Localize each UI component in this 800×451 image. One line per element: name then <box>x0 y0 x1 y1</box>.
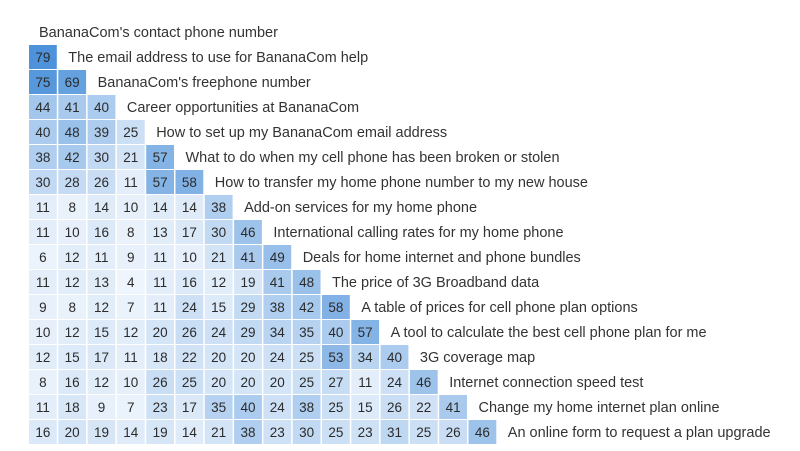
matrix-cell-value-r11-c2: 12 <box>93 300 110 315</box>
matrix-cell-value-r9-c5: 10 <box>181 250 197 265</box>
matrix-cell-value-r14-c4: 26 <box>152 375 168 390</box>
matrix-cell-value-r7-c6: 38 <box>211 200 227 215</box>
matrix-cell-value-r12-c7: 29 <box>240 325 256 340</box>
matrix-cell-value-r8-c1: 10 <box>64 225 80 240</box>
row-label-0: BananaCom's contact phone number <box>39 25 278 41</box>
matrix-cell-value-r7-c4: 14 <box>152 200 168 215</box>
matrix-cell-value-r10-c1: 12 <box>64 275 80 290</box>
matrix-cell-value-r13-c4: 18 <box>152 350 168 365</box>
row-label-16: An online form to request a plan upgrade <box>507 425 771 441</box>
matrix-cell-value-r4-c2: 39 <box>93 125 110 140</box>
matrix-cell-value-r13-c12: 40 <box>386 350 403 365</box>
matrix-cell-value-r11-c10: 58 <box>328 300 344 315</box>
matrix-cell-value-r5-c3: 21 <box>123 150 139 165</box>
row-label-6: How to transfer my home phone number to my new house <box>214 175 588 191</box>
matrix-cell-value-r11-c1: 8 <box>68 300 76 315</box>
matrix-cell-value-r15-c14: 41 <box>445 400 461 415</box>
matrix-cell-value-r8-c2: 16 <box>93 225 110 240</box>
matrix-cell-value-r7-c3: 10 <box>123 200 139 215</box>
matrix-cell-value-r7-c1: 8 <box>68 200 76 215</box>
matrix-cell-value-r11-c0: 9 <box>39 300 47 315</box>
row-label-3: Career opportunities at BananaCom <box>126 100 360 116</box>
matrix-cell-value-r8-c5: 17 <box>181 225 197 240</box>
matrix-cell-value-r14-c2: 12 <box>93 375 110 390</box>
matrix-cell-value-r16-c7: 38 <box>240 425 256 440</box>
matrix-cell-value-r15-c4: 23 <box>152 400 168 415</box>
matrix-cell-value-r6-c3: 11 <box>123 175 138 190</box>
matrix-cell-value-r9-c2: 11 <box>94 250 109 265</box>
row-label-10: The price of 3G Broadband data <box>332 275 540 291</box>
matrix-cell-value-r16-c8: 23 <box>269 425 285 440</box>
row-label-9: Deals for home internet and phone bundles <box>302 250 581 266</box>
matrix-cell-value-r15-c13: 22 <box>416 400 432 415</box>
matrix-cell-value-r6-c5: 58 <box>181 175 197 190</box>
matrix-cell-value-r4-c3: 25 <box>123 125 139 140</box>
matrix-cell-value-r13-c2: 17 <box>93 350 110 365</box>
matrix-cell-value-r13-c1: 15 <box>64 350 80 365</box>
matrix-cell-value-r12-c10: 40 <box>328 325 344 340</box>
matrix-cell-value-r14-c7: 20 <box>240 375 256 390</box>
matrix-cell-value-r12-c0: 10 <box>35 325 51 340</box>
matrix-cell-value-r14-c11: 11 <box>358 375 373 390</box>
matrix-cell-value-r13-c11: 34 <box>357 350 373 365</box>
matrix-cell-value-r7-c0: 11 <box>35 200 50 215</box>
matrix-cell-value-r10-c2: 13 <box>93 275 110 290</box>
matrix-cell-value-r11-c9: 42 <box>299 300 315 315</box>
matrix-cell-value-r2-c1: 69 <box>64 75 80 90</box>
matrix-cell-value-r16-c15: 46 <box>474 425 490 440</box>
matrix-cell-value-r6-c0: 30 <box>35 175 51 190</box>
matrix-cell-value-r15-c6: 35 <box>211 400 227 415</box>
matrix-cell-value-r13-c10: 53 <box>328 350 344 365</box>
matrix-cell-value-r16-c3: 14 <box>123 425 139 440</box>
matrix-cell-value-r9-c6: 21 <box>211 250 227 265</box>
matrix-cell-value-r15-c9: 38 <box>299 400 315 415</box>
matrix-cell-value-r10-c5: 16 <box>181 275 197 290</box>
matrix-cell-value-r13-c9: 25 <box>299 350 315 365</box>
matrix-cell-value-r6-c1: 28 <box>64 175 80 190</box>
matrix-cell-value-r9-c3: 9 <box>127 250 135 265</box>
matrix-cell-value-r12-c2: 15 <box>93 325 110 340</box>
row-label-8: International calling rates for my home phone <box>273 225 564 241</box>
row-label-12: A tool to calculate the best cell phone plan for me <box>390 325 707 341</box>
matrix-cell-value-r6-c4: 57 <box>152 175 168 190</box>
matrix-cell-value-r15-c10: 25 <box>328 400 344 415</box>
matrix-cell-value-r14-c6: 20 <box>211 375 227 390</box>
matrix-cell-value-r11-c7: 29 <box>240 300 256 315</box>
row-label-7: Add-on services for my home phone <box>244 200 478 216</box>
matrix-cell-value-r15-c3: 7 <box>127 400 135 415</box>
matrix-cell-value-r16-c2: 19 <box>93 425 110 440</box>
matrix-cell-value-r16-c13: 25 <box>416 425 432 440</box>
matrix-cell-value-r9-c7: 41 <box>240 250 256 265</box>
matrix-cell-value-r5-c2: 30 <box>93 150 110 165</box>
matrix-cell-value-r10-c4: 11 <box>153 275 168 290</box>
matrix-cell-value-r14-c12: 24 <box>386 375 403 390</box>
matrix-cell-value-r15-c2: 9 <box>97 400 106 415</box>
matrix-cell-value-r11-c5: 24 <box>181 300 197 315</box>
matrix-cell-value-r15-c0: 11 <box>35 400 50 415</box>
matrix-cell-value-r7-c2: 14 <box>93 200 110 215</box>
matrix-cell-value-r16-c6: 21 <box>211 425 227 440</box>
matrix-cell-value-r9-c4: 11 <box>153 250 168 265</box>
matrix-cell-value-r12-c11: 57 <box>357 325 373 340</box>
matrix-cell-value-r10-c0: 11 <box>35 275 50 290</box>
matrix-cell-value-r16-c1: 20 <box>64 425 80 440</box>
matrix-cell-value-r10-c8: 41 <box>269 275 285 290</box>
matrix-cell-value-r16-c10: 25 <box>328 425 344 440</box>
matrix-cell-value-r8-c7: 46 <box>240 225 256 240</box>
matrix-cell-value-r4-c1: 48 <box>64 125 80 140</box>
row-label-15: Change my home internet plan online <box>478 400 720 416</box>
row-label-1: The email address to use for BananaCom help <box>68 50 369 66</box>
matrix-cell-value-r12-c9: 35 <box>299 325 315 340</box>
matrix-cell-value-r16-c0: 16 <box>35 425 51 440</box>
matrix-cell-value-r14-c10: 27 <box>328 375 344 390</box>
matrix-cell-value-r5-c1: 42 <box>64 150 80 165</box>
matrix-cell-value-r3-c0: 44 <box>35 100 51 115</box>
matrix-cell-value-r15-c8: 24 <box>269 400 285 415</box>
matrix-cell-value-r3-c2: 40 <box>93 100 110 115</box>
matrix-cell-value-r16-c5: 14 <box>181 425 197 440</box>
matrix-cell-value-r12-c3: 12 <box>123 325 139 340</box>
row-label-2: BananaCom's freephone number <box>97 75 311 91</box>
matrix-cell-value-r5-c0: 38 <box>35 150 51 165</box>
row-label-13: 3G coverage map <box>419 350 536 366</box>
matrix-cell-value-r12-c4: 20 <box>152 325 168 340</box>
matrix-cell-value-r13-c6: 20 <box>211 350 227 365</box>
matrix-cell-value-r1-c0: 79 <box>35 50 51 65</box>
matrix-cell-value-r10-c7: 19 <box>240 275 256 290</box>
matrix-cell-value-r16-c4: 19 <box>152 425 168 440</box>
matrix-cell-value-r16-c14: 26 <box>445 425 461 440</box>
matrix-cell-value-r12-c6: 24 <box>211 325 227 340</box>
matrix-cell-value-r6-c2: 26 <box>93 175 110 190</box>
matrix-cell-value-r11-c3: 7 <box>127 300 135 315</box>
row-label-14: Internet connection speed test <box>449 375 644 391</box>
matrix-cell-value-r2-c0: 75 <box>35 75 51 90</box>
matrix-cell-value-r15-c11: 15 <box>357 400 373 415</box>
matrix-cell-value-r13-c0: 12 <box>35 350 51 365</box>
matrix-cell-value-r14-c8: 20 <box>269 375 285 390</box>
matrix-cell-value-r13-c3: 11 <box>123 350 138 365</box>
row-label-11: A table of prices for cell phone plan options <box>361 300 638 316</box>
matrix-cell-value-r14-c13: 46 <box>416 375 432 390</box>
matrix-cell-value-r16-c12: 31 <box>386 425 403 440</box>
matrix-cell-value-r8-c3: 8 <box>127 225 135 240</box>
matrix-cell-value-r8-c4: 13 <box>152 225 168 240</box>
matrix-cell-value-r15-c1: 18 <box>64 400 80 415</box>
matrix-cell-value-r14-c1: 16 <box>64 375 80 390</box>
matrix-cell-value-r14-c3: 10 <box>123 375 139 390</box>
matrix-cell-value-r14-c5: 25 <box>181 375 197 390</box>
matrix-cell-value-r3-c1: 41 <box>64 100 80 115</box>
matrix-cell-value-r9-c8: 49 <box>269 250 285 265</box>
matrix-cell-value-r9-c1: 12 <box>64 250 80 265</box>
matrix-cell-value-r15-c7: 40 <box>240 400 256 415</box>
matrix-cell-value-r10-c9: 48 <box>299 275 315 290</box>
matrix-cell-value-r5-c4: 57 <box>152 150 168 165</box>
matrix-cell-value-r12-c8: 34 <box>269 325 285 340</box>
row-label-5: What to do when my cell phone has been broken or stolen <box>185 150 560 166</box>
matrix-cell-value-r8-c6: 30 <box>211 225 227 240</box>
matrix-cell-value-r15-c5: 17 <box>181 400 197 415</box>
matrix-cell-value-r8-c0: 11 <box>35 225 50 240</box>
matrix-cell-value-r4-c0: 40 <box>35 125 51 140</box>
matrix-cell-value-r13-c5: 22 <box>181 350 197 365</box>
matrix-cell-value-r13-c8: 24 <box>269 350 285 365</box>
matrix-cell-value-r11-c6: 15 <box>211 300 227 315</box>
matrix-cell-value-r12-c1: 12 <box>64 325 80 340</box>
matrix-cell-value-r14-c9: 25 <box>299 375 315 390</box>
matrix-cell-value-r14-c0: 8 <box>39 375 47 390</box>
matrix-cell-value-r9-c0: 6 <box>39 250 47 265</box>
matrix-cell-value-r16-c9: 30 <box>299 425 315 440</box>
matrix-cell-value-r10-c6: 12 <box>211 275 227 290</box>
matrix-cell-value-r10-c3: 4 <box>127 275 135 290</box>
matrix-cell-value-r13-c7: 20 <box>240 350 256 365</box>
matrix-cell-value-r11-c4: 11 <box>153 300 168 315</box>
matrix-cell-value-r16-c11: 23 <box>357 425 373 440</box>
matrix-cell-value-r7-c5: 14 <box>181 200 197 215</box>
row-label-4: How to set up my BananaCom email address <box>156 125 448 141</box>
matrix-cell-value-r11-c8: 38 <box>269 300 285 315</box>
matrix-cell-value-r15-c12: 26 <box>386 400 403 415</box>
matrix-cell-value-r12-c5: 26 <box>181 325 197 340</box>
